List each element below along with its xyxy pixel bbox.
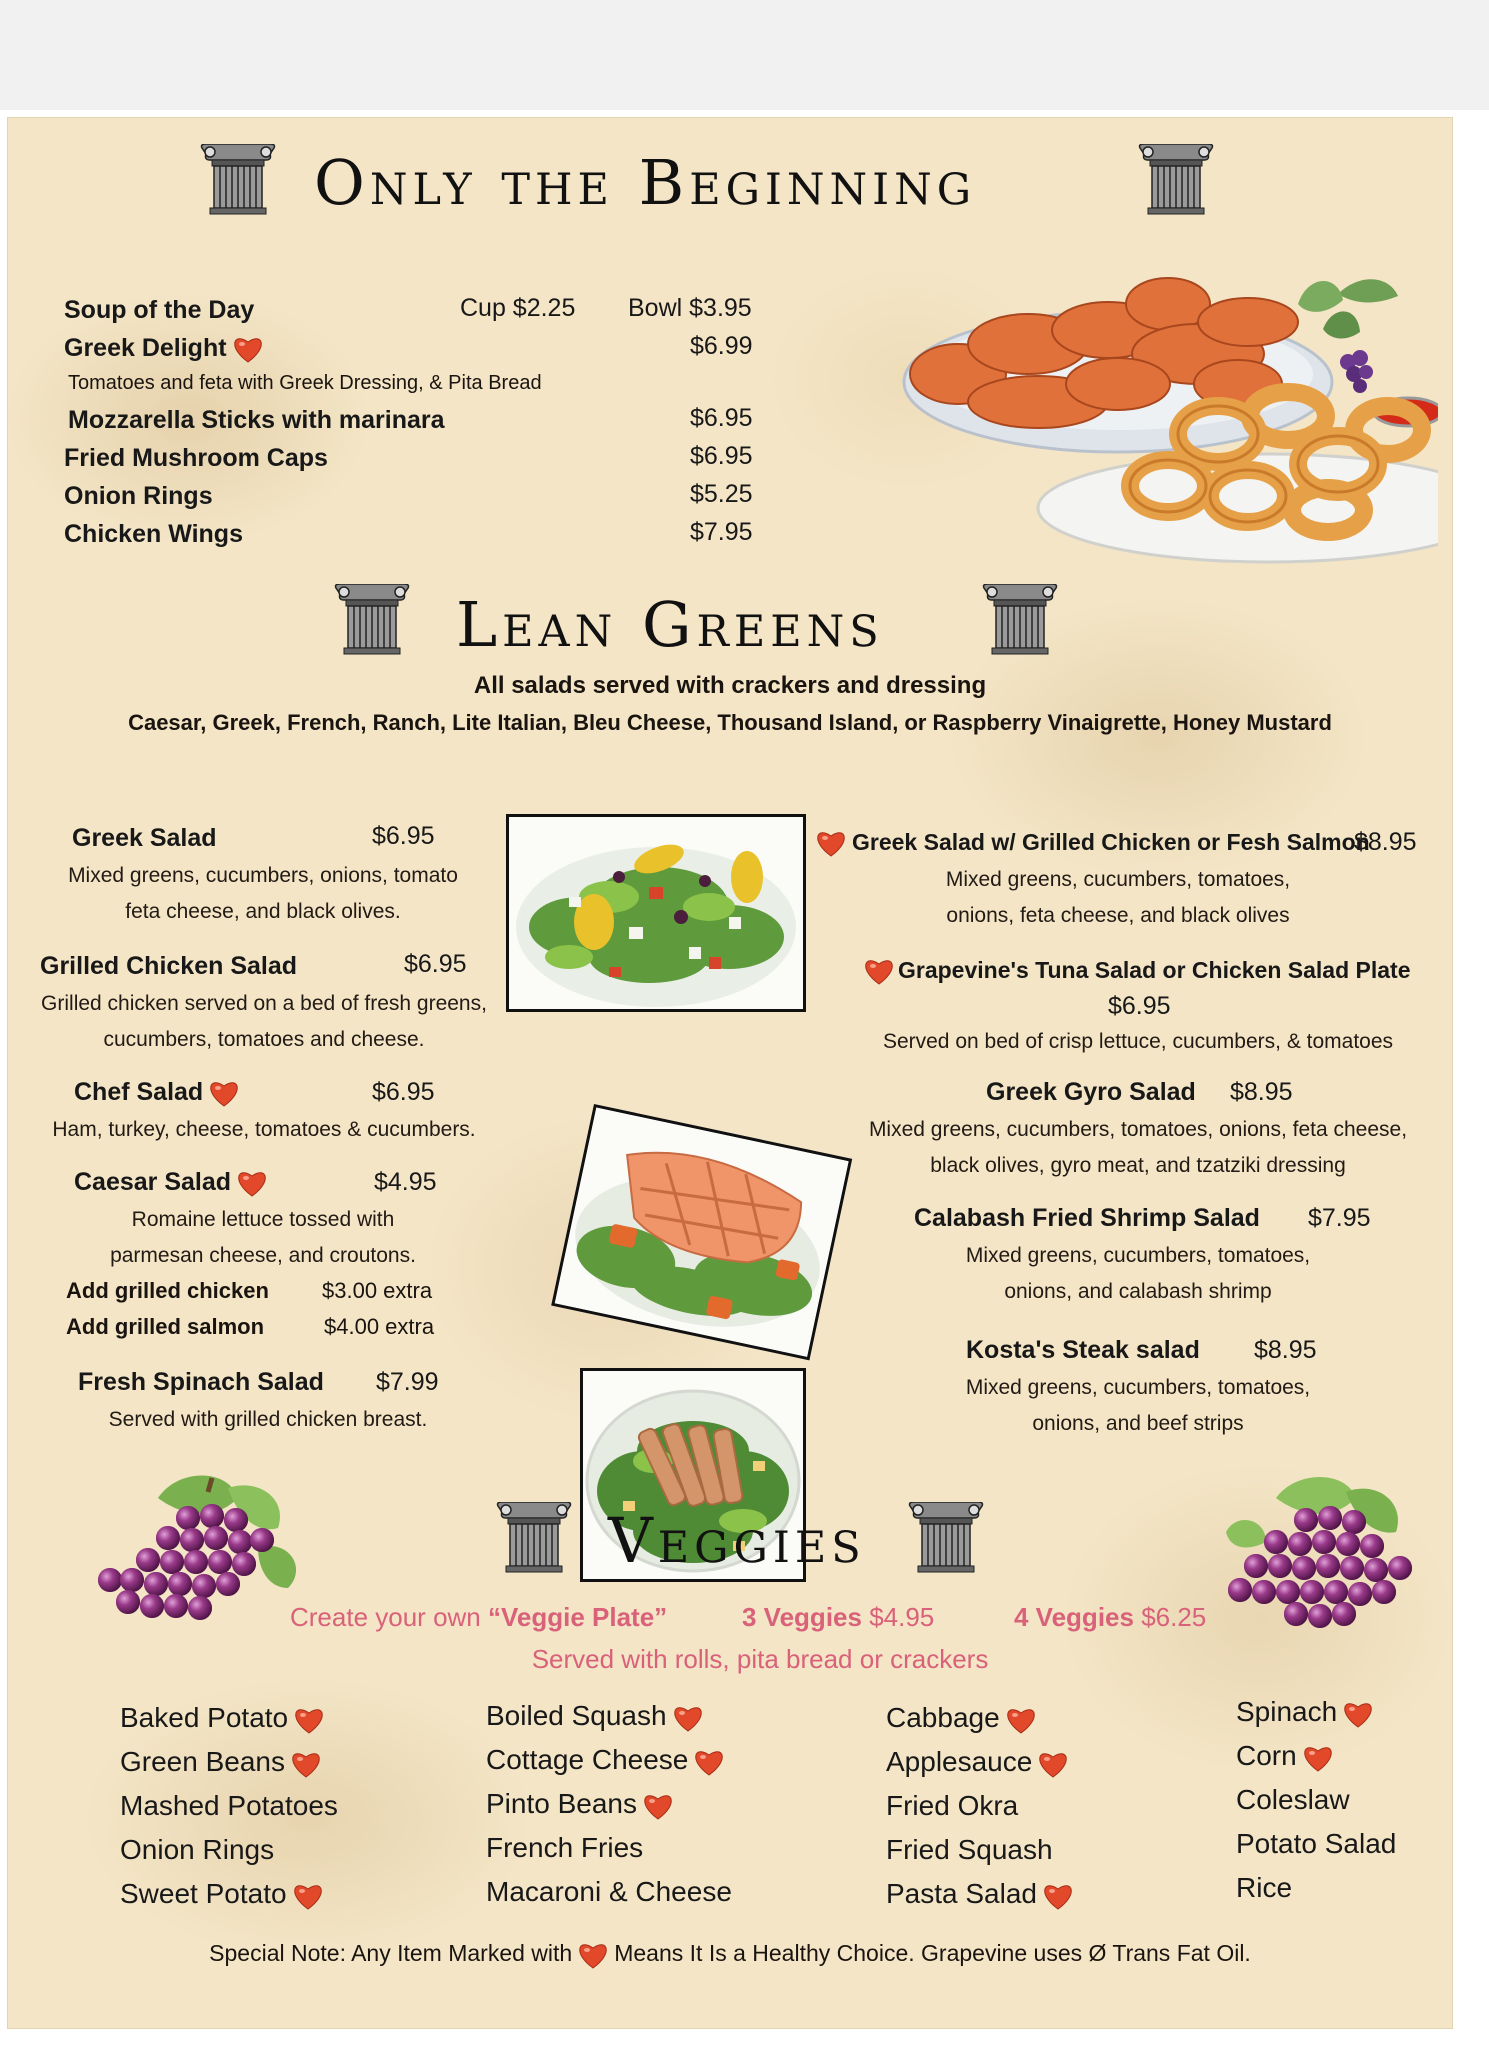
heart-icon [1343,1700,1373,1728]
item-soup: Soup of the Day [64,296,255,324]
veggie-item: Applesauce [886,1740,1073,1784]
column-icon [200,144,278,216]
greek-salad-photo [506,814,806,1012]
heart-icon [864,957,894,985]
price-cup: Cup $2.25 [460,294,576,322]
desc-tuna-salad-plate: Served on bed of crisp lettuce, cucumbers, & tomatoes [882,1030,1394,1053]
price-calabash-shrimp-salad: $7.95 [1308,1204,1371,1232]
heart-icon [816,829,846,857]
heart-icon [1303,1744,1333,1772]
grapes-icon [1216,1462,1436,1632]
heart-icon [578,1941,608,1969]
price-bowl: Bowl $3.95 [628,294,752,322]
heart-icon [233,335,263,363]
veggie-item: Potato Salad [1236,1828,1397,1859]
heart-icon [673,1704,703,1732]
price-grilled-chicken-salad: $6.95 [404,950,467,978]
special-note: Special Note: Any Item Marked with Means It Is a Healthy Choice. Grapevine uses Ø Trans Fat Oil. [8,1940,1452,1969]
price-chicken-wings: $7.95 [690,518,753,546]
three-veggies-price: 3 Veggies $4.95 [742,1602,935,1632]
veggie-column-1 [120,1696,338,1916]
salmon-salad-photo [551,1104,852,1360]
price-greek-salad-grilled-chicken: $8.95 [1354,828,1417,856]
veggie-item: Fried Squash [886,1834,1053,1865]
veggie-item: Cottage Cheese [486,1738,732,1782]
desc-greek-gyro-salad: Mixed greens, cucumbers, tomatoes, onions, feta cheese, black olives, gyro meat, and tzatziki dressing [868,1118,1408,1177]
heart-icon [293,1882,323,1910]
section-title-salads: Lean Greens [456,588,884,661]
column-icon [496,1502,574,1574]
item-mushroom: Fried Mushroom Caps [64,444,328,472]
veggie-item: Spinach [1236,1690,1396,1734]
desc-kostas-steak-salad: Mixed greens, cucumbers, tomatoes, onions, and beef strips [965,1376,1311,1435]
four-veggies-price: 4 Veggies $6.25 [1014,1602,1207,1632]
price-mozzarella: $6.95 [690,404,753,432]
veggie-item: Cabbage [886,1696,1073,1740]
heart-icon [1006,1706,1036,1734]
price-add-chicken: $3.00 extra [322,1278,433,1303]
heart-icon [209,1079,239,1107]
section-title-appetizers: Only the Beginning [314,146,977,219]
price-greek-salad: $6.95 [372,822,435,850]
veggie-column-3 [886,1696,1073,1916]
add-grilled-chicken: Add grilled chicken [66,1278,269,1303]
desc-greek-salad-grilled-chicken: Mixed greens, cucumbers, tomatoes, onions, feta cheese, and black olives [945,868,1291,927]
price-mushroom: $6.95 [690,442,753,470]
veggie-item: Baked Potato [120,1696,338,1740]
add-grilled-salmon: Add grilled salmon [66,1314,265,1339]
heart-icon [291,1750,321,1778]
item-spinach-salad: Fresh Spinach Salad [78,1368,324,1396]
item-greek-salad: Greek Salad [72,824,217,852]
item-greek-delight: Greek Delight [64,334,263,363]
price-kostas-steak-salad: $8.95 [1254,1336,1317,1364]
veggie-item: Pinto Beans [486,1782,732,1826]
grapes-icon [1340,350,1373,393]
item-tuna-salad-plate: Grapevine's Tuna Salad or Chicken Salad Plate [864,956,1411,985]
desc-greek-delight: Tomatoes and feta with Greek Dressing, & Pita Bread [68,372,542,394]
item-mozzarella: Mozzarella Sticks with marinara [68,406,445,434]
veggie-item: Pasta Salad [886,1872,1073,1916]
heart-icon [1043,1882,1073,1910]
veggie-item: Green Beans [120,1740,338,1784]
veggie-item: French Fries [486,1832,644,1863]
veggie-item: Macaroni & Cheese [486,1876,732,1907]
item-greek-salad-grilled-chicken: Greek Salad w/ Grilled Chicken or Fesh Salmon [816,828,1370,857]
price-add-salmon: $4.00 extra [324,1314,435,1339]
heart-icon [294,1706,324,1734]
item-chef-salad: Chef Salad [74,1078,239,1107]
price-chef-salad: $6.95 [372,1078,435,1106]
heart-icon [643,1792,673,1820]
dressing-list: Caesar, Greek, French, Ranch, Lite Italian, Bleu Cheese, Thousand Island, or Raspberry Vinaigrette, Honey Mustard [128,710,1332,735]
item-calabash-shrimp-salad: Calabash Fried Shrimp Salad [914,1204,1260,1232]
salads-intro: All salads served with crackers and dressing [473,672,987,699]
veggie-column-2 [486,1694,732,1914]
item-kostas-steak-salad: Kosta's Steak salad [966,1336,1200,1364]
desc-caesar-salad: Romaine lettuce tossed with parmesan cheese, and croutons. [110,1208,416,1267]
veggie-item: Coleslaw [1236,1784,1350,1815]
price-onion-rings: $5.25 [690,480,753,508]
grapes-icon [88,1458,308,1628]
veggie-item: Boiled Squash [486,1694,732,1738]
item-caesar-salad: Caesar Salad [74,1168,267,1197]
price-caesar-salad: $4.95 [374,1168,437,1196]
price-tuna-salad-plate: $6.95 [1108,992,1171,1020]
heart-icon [237,1169,267,1197]
veggie-plate-line: Create your own “Veggie Plate” [290,1602,668,1632]
veggie-column-4 [1236,1690,1396,1910]
price-spinach-salad: $7.99 [376,1368,439,1396]
item-greek-gyro-salad: Greek Gyro Salad [986,1078,1196,1106]
veggie-item: Mashed Potatoes [120,1790,338,1821]
desc-grilled-chicken-salad: Grilled chicken served on a bed of fresh greens, cucumbers, tomatoes and cheese. [41,992,487,1051]
desc-greek-salad: Mixed greens, cucumbers, onions, tomato feta cheese, and black olives. [68,864,458,923]
item-chicken-wings: Chicken Wings [64,520,243,548]
column-icon [334,584,412,656]
desc-spinach-salad: Served with grilled chicken breast. [108,1408,428,1431]
desc-calabash-shrimp-salad: Mixed greens, cucumbers, tomatoes, onions, and calabash shrimp [965,1244,1311,1303]
column-icon [982,584,1060,656]
veggie-item: Sweet Potato [120,1872,338,1916]
wings-and-onion-rings-photo [868,234,1438,564]
column-icon [1138,144,1216,216]
menu-page [8,118,1452,2028]
item-grilled-chicken-salad: Grilled Chicken Salad [40,952,298,980]
column-icon [908,1502,986,1574]
price-greek-gyro-salad: $8.95 [1230,1078,1293,1106]
veggie-item: Rice [1236,1872,1293,1903]
heart-icon [1038,1750,1068,1778]
desc-chef-salad: Ham, turkey, cheese, tomatoes & cucumbers. [52,1118,476,1141]
item-onion-rings: Onion Rings [64,482,213,510]
veggie-item: Fried Okra [886,1790,1019,1821]
price-greek-delight: $6.99 [690,332,753,360]
veggie-item: Corn [1236,1734,1396,1778]
scan-margin [0,0,1489,110]
heart-icon [694,1748,724,1776]
section-title-veggies: Veggies [608,1504,866,1577]
veggie-item: Onion Rings [120,1834,275,1865]
veggie-served-with: Served with rolls, pita bread or crackers [531,1644,989,1674]
